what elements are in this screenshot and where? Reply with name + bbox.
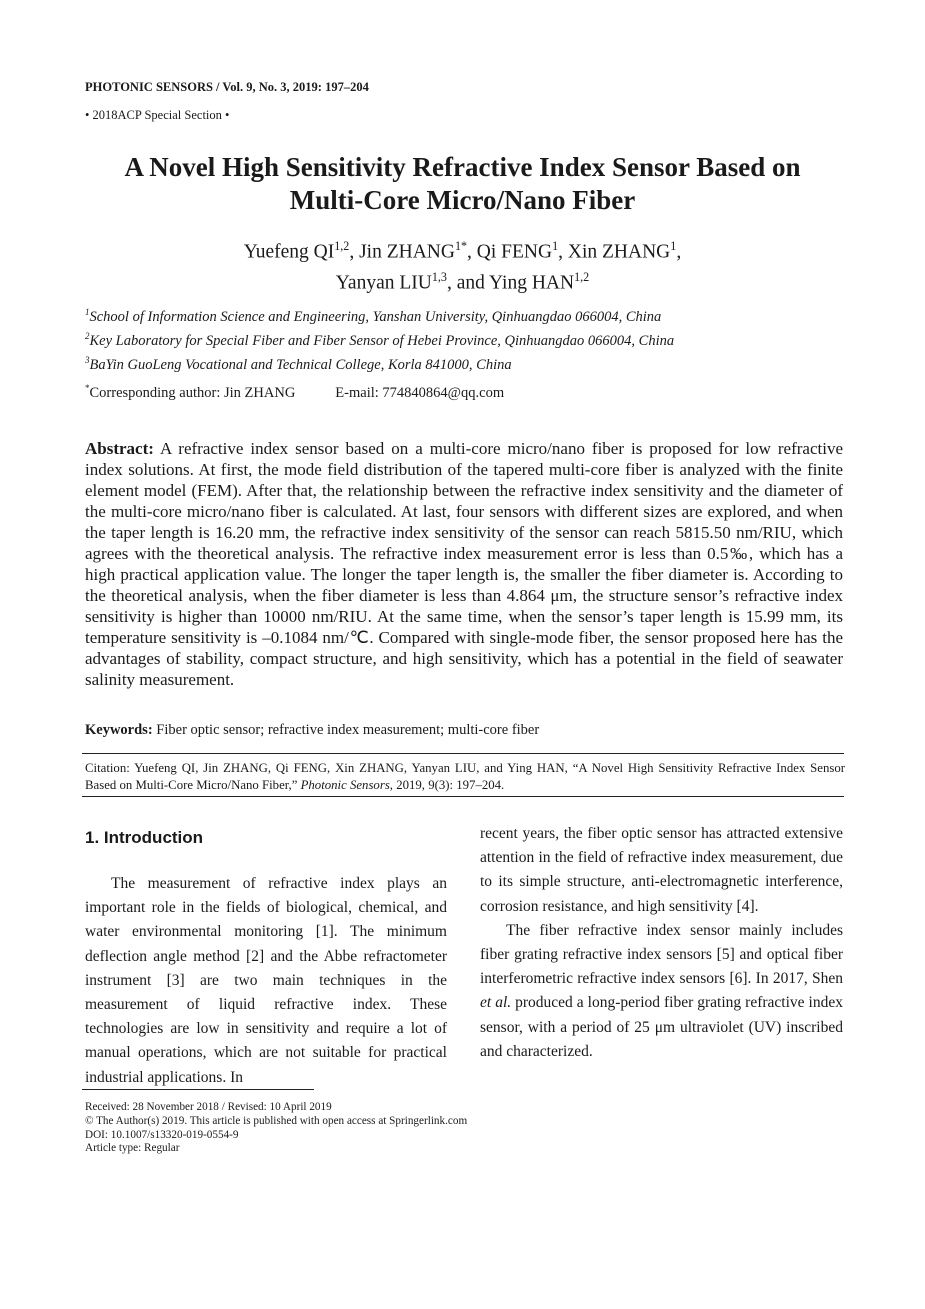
right-column-text [480, 822, 843, 1064]
author-line-1 [60, 234, 865, 265]
affiliation-sup: 3 [85, 355, 90, 365]
affiliation-text: School of Information Science and Engineering, Yanshan University, Qinhuangdao 066004, China [89, 308, 662, 325]
title-line-1: A Novel High Sensitivity Refractive Index Sensor Based on [124, 152, 801, 182]
citation-tail: , 2019, 9(3): 197–204. [389, 778, 505, 792]
author-name: , and Ying HAN [446, 272, 575, 293]
author-affil-sup: 1,2 [334, 239, 350, 253]
author-line-2 [60, 265, 865, 296]
received-date: Received: 28 November 2018 / Revised: 10 April 2019 [85, 1101, 332, 1113]
citation-top-rule [82, 753, 844, 754]
paper-title [60, 151, 865, 217]
affiliation-sup: 1 [85, 307, 90, 317]
author-separator: , [676, 241, 682, 263]
affiliation-3 [85, 355, 512, 374]
abstract-label: Abstract: [85, 439, 154, 458]
citation-box [85, 760, 845, 794]
keywords-label: Keywords: [85, 722, 153, 738]
corresponding-author [85, 383, 504, 402]
author-affil-sup: 1 [552, 239, 559, 253]
article-type: Article type: Regular [85, 1142, 180, 1155]
article-footnote [85, 1101, 467, 1156]
author-list [60, 234, 865, 295]
corresponding-sup: * [85, 383, 90, 393]
doi: DOI: 10.1007/s13320-019-0554-9 [85, 1128, 239, 1141]
corresponding-text: Corresponding author: Jin ZHANG [89, 384, 296, 401]
author-name: , Xin ZHANG [558, 241, 671, 263]
keywords [85, 722, 539, 739]
author-affil-sup: 1* [454, 239, 468, 253]
left-column-text [85, 872, 447, 1090]
author-name: Yanyan LIU [335, 272, 432, 293]
paragraph [480, 919, 843, 1064]
author-affil-sup: 1 [670, 239, 677, 253]
paragraph: The measurement of refractive index plays an important role in the fields of biological, chemical, and water environmental monitoring [1]. The minimum deflection angle method [2] and the Abbe refractometer instrument [3] are two main techniques in the measurement of liquid refractive index. These technologies are low in sensitivity and require a lot of manual operations, which are not suitable for practical industrial applications. In [85, 875, 447, 1086]
title-line-2: Multi-Core Micro/Nano Fiber [289, 185, 636, 215]
affiliation-2 [85, 331, 674, 350]
citation-bottom-rule [82, 796, 844, 797]
et-al: et al. [480, 994, 512, 1012]
author-affil-sup: 1,2 [574, 269, 590, 284]
section-heading-introduction: 1. Introduction [85, 828, 204, 847]
author-name: , Qi FENG [467, 241, 553, 263]
paragraph-text: The fiber refractive index sensor mainly includes fiber grating refractive index sensors [5] and optical fiber interferometric refractive index sensors [6]. In 2017, Shen [480, 921, 843, 988]
abstract-text: A refractive index sensor based on a multi-core micro/nano fiber is proposed for low refractive index solutions. At first, the mode field distribution of the tapered multi-core fiber is analyzed with the finite element model (FEM). After that, the relationship between the refractive index sensitivity and the diameter of the multi-core micro/nano fiber is calculated. At last, four sensors with different sizes are explored, and when the taper length is 16.20 mm, the refractive index sensitivity of the sensor can reach 5815.50 nm/RIU, which agrees with the theoretical analysis. The refractive index measurement error is less than 0.5‰, which has a high practical application value. The longer the taper length is, the smaller the fiber diameter is. According to the theoretical analysis, when the fiber diameter is less than 4.864 μm, the structure sensor’s refractive index sensitivity is higher than 10000 nm/RIU. At the same time, when the sensor’s taper length is 15.99 mm, its temperature sensitivity is –0.1084 nm/℃. Compared with single-mode fiber, the sensor proposed here has the advantages of stability, compact structure, and high sensitivity, which has a potential in the field of seawater salinity measurement. [85, 439, 843, 689]
section-tag: • 2018ACP Special Section • [85, 108, 230, 122]
affiliation-1 [85, 307, 661, 326]
affiliation-text: Key Laboratory for Special Fiber and Fiber Sensor of Hebei Province, Qinhuangdao 066004, China [89, 332, 675, 349]
corresponding-email: E-mail: 774840864@qq.com [335, 384, 505, 401]
author-name: , Jin ZHANG [349, 241, 455, 263]
keywords-text: Fiber optic sensor; refractive index measurement; multi-core fiber [156, 722, 540, 738]
copyright-notice: © The Author(s) 2019. This article is published with open access at Springerlink.com [85, 1114, 468, 1127]
affiliation-sup: 2 [85, 331, 90, 341]
author-affil-sup: 1,3 [431, 269, 447, 284]
abstract [85, 438, 843, 690]
footnote-rule [82, 1089, 314, 1090]
citation-journal: Photonic Sensors [300, 778, 390, 792]
affiliation-text: BaYin GuoLeng Vocational and Technical College, Korla 841000, China [89, 356, 512, 373]
citation-text: Citation: Yuefeng QI, Jin ZHANG, Qi FENG, Xin ZHANG, Yanyan LIU, and Ying HAN, “A Novel High Sensitivity Refractive Index Sensor Based on Multi-Core Micro/Nano Fiber,” [85, 761, 845, 792]
paragraph-text: produced a long-period fiber grating refractive index sensor, with a period of 25 μm ultraviolet (UV) inscribed and characterized. [480, 994, 843, 1060]
paragraph: recent years, the fiber optic sensor has attracted extensive attention in the field of refractive index measurement, due to its simple structure, anti-electromagnetic interference, corrosion resistance, and high sensitivity [4]. [480, 825, 843, 915]
author-name: Yuefeng QI [243, 241, 335, 263]
journal-header: PHOTONIC SENSORS / Vol. 9, No. 3, 2019: 197–204 [85, 80, 369, 94]
